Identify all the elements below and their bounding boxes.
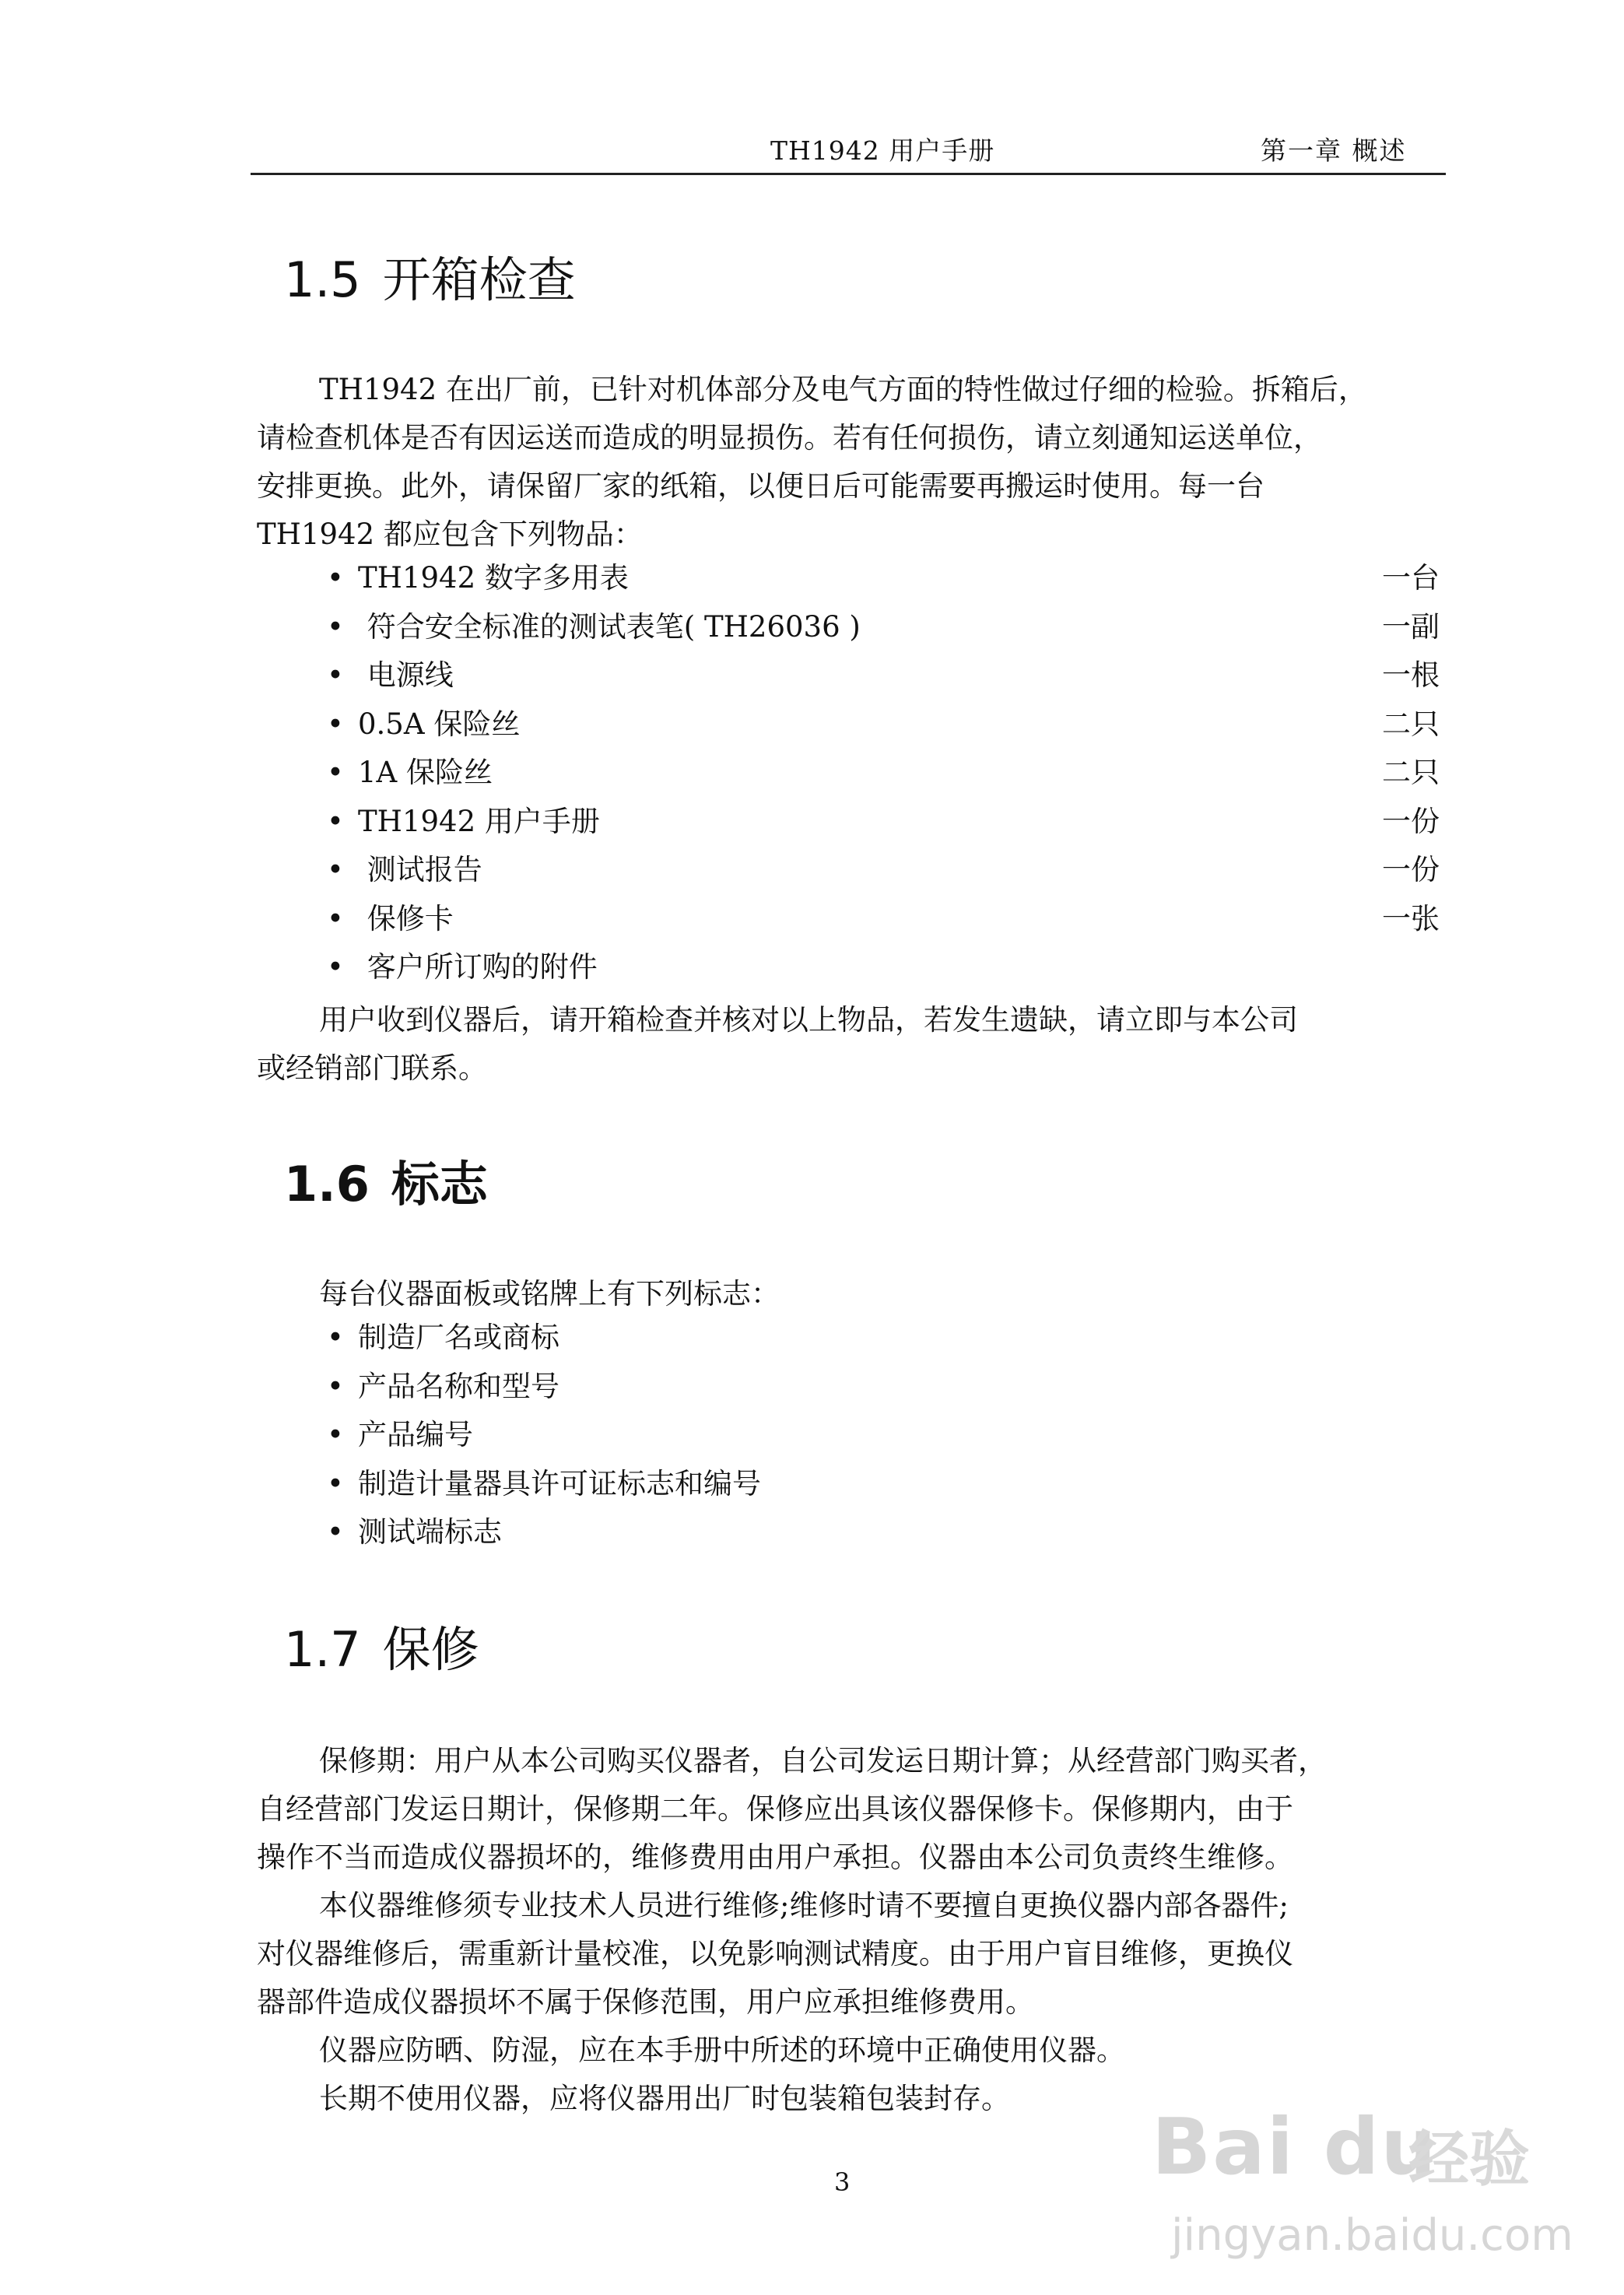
header-title: TH1942 用户手册 <box>770 135 995 166</box>
list-item <box>327 1314 1440 1363</box>
bullet-icon: • <box>327 1515 344 1549</box>
heading-1-5 <box>284 241 576 311</box>
list-item <box>327 1508 1440 1557</box>
item-name: 测试端标志 <box>358 1515 502 1549</box>
item-name: 客户所订购的附件 <box>358 950 598 984</box>
paragraph-line: 用户收到仪器后，请开箱检查并核对以上物品，若发生遗缺，请立即与本公司 <box>319 1003 1298 1037</box>
item-name: 0.5A 保险丝 <box>358 707 521 741</box>
header-chapter: 第一章 概述 <box>1261 135 1407 166</box>
item-quantity: 一份 <box>1382 804 1440 838</box>
item-quantity: 一根 <box>1382 658 1440 692</box>
heading-title: 标志 <box>391 1156 488 1212</box>
package-contents-list <box>327 554 1440 992</box>
markings-list <box>327 1314 1440 1557</box>
heading-number: 1.5 <box>284 251 361 308</box>
heading-1-6 <box>284 1146 488 1215</box>
paragraph-line: 安排更换。此外，请保留厂家的纸箱，以便日后可能需要再搬运时使用。每一台 <box>257 469 1264 503</box>
item-quantity: 一张 <box>1382 901 1440 935</box>
paragraph-line: 或经销部门联系。 <box>257 1051 487 1085</box>
bullet-icon: • <box>327 901 344 935</box>
bullet-icon: • <box>327 1321 344 1354</box>
watermark-brand: Bai du <box>1152 2101 1438 2192</box>
item-name: TH1942 数字多用表 <box>358 561 629 595</box>
list-item <box>327 651 1440 700</box>
list-item <box>327 749 1440 798</box>
heading-1-7 <box>284 1611 479 1680</box>
bullet-icon: • <box>327 707 344 741</box>
bullet-icon: • <box>327 1466 344 1500</box>
paragraph-line: 操作不当而造成仪器损坏的，维修费用由用户承担。仪器由本公司负责终生维修。 <box>257 1841 1293 1874</box>
bullet-icon: • <box>327 609 344 644</box>
paragraph-line: 每台仪器面板或铭牌上有下列标志： <box>319 1277 780 1311</box>
heading-number: 1.7 <box>284 1621 361 1678</box>
item-name: 制造计量器具许可证标志和编号 <box>358 1466 761 1500</box>
item-quantity: 一副 <box>1382 609 1440 644</box>
paragraph-line: 自经营部门发运日期计，保修期二年。保修应出具该仪器保修卡。保修期内，由于 <box>257 1792 1293 1826</box>
list-item <box>327 1411 1440 1460</box>
bullet-icon: • <box>327 1369 344 1403</box>
list-item <box>327 554 1440 603</box>
bullet-icon: • <box>327 804 344 838</box>
list-item <box>327 943 1440 992</box>
item-name: 符合安全标准的测试表笔( TH26036 ) <box>358 609 861 644</box>
bullet-icon: • <box>327 756 344 789</box>
item-quantity: 二只 <box>1382 707 1440 741</box>
item-quantity: 二只 <box>1382 756 1440 789</box>
list-item <box>327 798 1440 847</box>
bullet-icon: • <box>327 658 344 692</box>
item-name: 产品名称和型号 <box>358 1369 559 1403</box>
header-divider <box>251 173 1446 175</box>
bullet-icon: • <box>327 561 344 595</box>
list-item <box>327 700 1440 749</box>
item-name: 制造厂名或商标 <box>358 1321 559 1354</box>
list-item <box>327 603 1440 652</box>
heading-number: 1.6 <box>284 1156 370 1212</box>
paragraph-line: 保修期：用户从本公司购买仪器者，自公司发运日期计算；从经营部门购买者， <box>319 1744 1327 1777</box>
paragraph-line: 对仪器维修后，需重新计量校准，以免影响测试精度。由于用户盲目维修，更换仪 <box>257 1937 1293 1970</box>
item-name: TH1942 用户手册 <box>358 804 600 838</box>
item-quantity: 一份 <box>1382 853 1440 886</box>
heading-title: 保修 <box>382 1621 479 1678</box>
list-item <box>327 846 1440 895</box>
paragraph-line: 本仪器维修须专业技术人员进行维修;维修时请不要擅自更换仪器内部各器件; <box>319 1889 1289 1922</box>
watermark-url: jingyan.baidu.com <box>1171 2210 1573 2261</box>
list-item <box>327 1363 1440 1412</box>
watermark-cn-text: 经验 <box>1408 2125 1531 2195</box>
item-name: 电源线 <box>358 658 454 692</box>
baidu-watermark <box>1152 2101 1573 2272</box>
bullet-icon: • <box>327 853 344 886</box>
paragraph-line: TH1942 都应包含下列物品： <box>257 518 643 551</box>
paragraph-line: 长期不使用仪器，应将仪器用出厂时包装箱包装封存。 <box>319 2082 1010 2115</box>
heading-title: 开箱检查 <box>382 251 576 308</box>
item-name: 1A 保险丝 <box>358 756 493 789</box>
paragraph-line: 器部件造成仪器损坏不属于保修范围，用户应承担维修费用。 <box>257 1985 1034 2019</box>
item-name: 保修卡 <box>358 901 454 935</box>
paragraph-line: 仪器应防晒、防湿，应在本手册中所述的环境中正确使用仪器。 <box>319 2034 1125 2067</box>
bullet-icon: • <box>327 950 344 984</box>
page-number: 3 <box>834 2167 851 2197</box>
paragraph-line: 请检查机体是否有因运送而造成的明显损伤。若有任何损伤，请立刻通知运送单位， <box>257 421 1322 454</box>
item-quantity: 一台 <box>1382 561 1440 595</box>
item-name: 产品编号 <box>358 1418 473 1451</box>
bullet-icon: • <box>327 1418 344 1451</box>
item-name: 测试报告 <box>358 853 482 886</box>
paragraph-line: TH1942 在出厂前，已针对机体部分及电气方面的特性做过仔细的检验。拆箱后， <box>319 373 1367 406</box>
list-item <box>327 895 1440 944</box>
list-item <box>327 1460 1440 1509</box>
